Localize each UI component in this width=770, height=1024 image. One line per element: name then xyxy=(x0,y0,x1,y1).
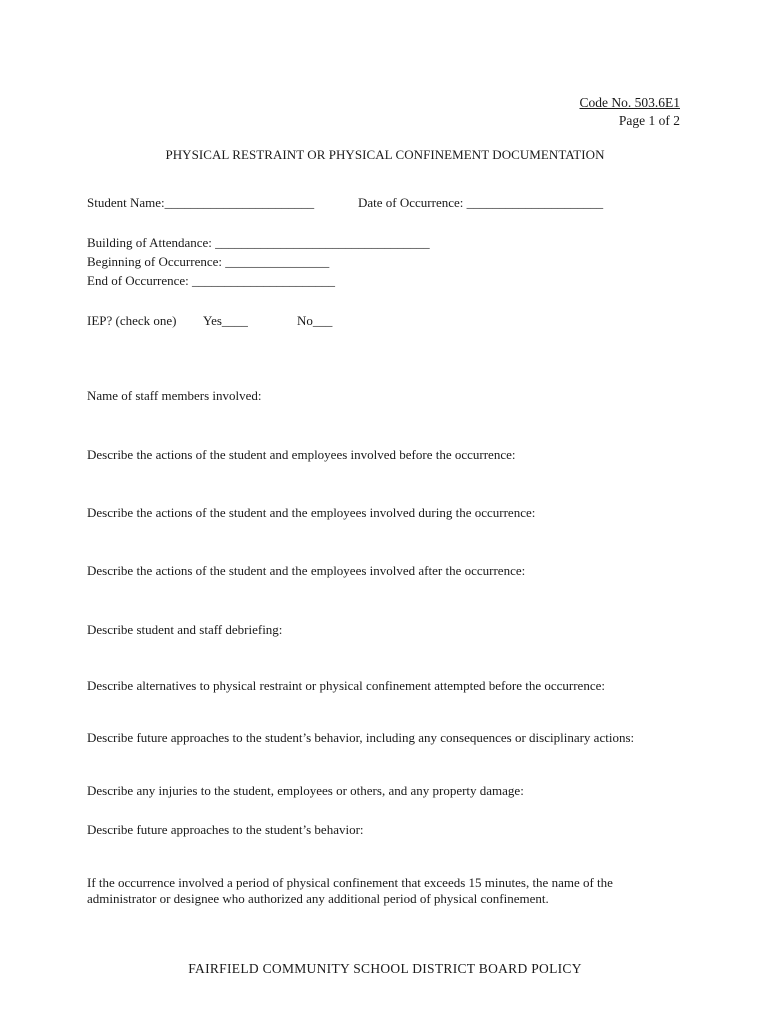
confinement-prompt-line-2: administrator or designee who authorized any additional period of physical confinement. xyxy=(87,891,549,906)
date-of-occurrence-field[interactable]: Date of Occurrence: _____________________ xyxy=(358,195,604,210)
district-footer: FAIRFIELD COMMUNITY SCHOOL DISTRICT BOARD POLICY xyxy=(188,961,582,976)
staff-members-prompt: Name of staff members involved: xyxy=(87,388,262,403)
beginning-of-occurrence-field[interactable]: Beginning of Occurrence: ________________ xyxy=(87,254,330,269)
debriefing-prompt: Describe student and staff debriefing: xyxy=(87,622,283,637)
document-title: PHYSICAL RESTRAINT OR PHYSICAL CONFINEMENT DOCUMENTATION xyxy=(165,147,605,162)
code-number: Code No. 503.6E1 xyxy=(579,95,680,110)
iep-no-option[interactable]: No___ xyxy=(297,313,333,328)
actions-after-prompt: Describe the actions of the student and the employees involved after the occurrence: xyxy=(87,563,526,578)
injuries-prompt: Describe any injuries to the student, employees or others, and any property damage: xyxy=(87,783,524,798)
end-of-occurrence-field[interactable]: End of Occurrence: ______________________ xyxy=(87,273,336,288)
iep-yes-option[interactable]: Yes____ xyxy=(203,313,248,328)
student-name-field[interactable]: Student Name:_______________________ xyxy=(87,195,315,210)
confinement-prompt-line-1: If the occurrence involved a period of physical confinement that exceeds 15 minutes, the name of the xyxy=(87,875,613,890)
actions-before-prompt: Describe the actions of the student and employees involved before the occurrence: xyxy=(87,447,516,462)
building-of-attendance-field[interactable]: Building of Attendance: _________________________________ xyxy=(87,235,430,250)
alternatives-prompt: Describe alternatives to physical restraint or physical confinement attempted before the occurrence: xyxy=(87,678,605,693)
page-number: Page 1 of 2 xyxy=(618,113,680,128)
future-approaches-behavior-prompt: Describe future approaches to the student’s behavior: xyxy=(87,822,364,837)
future-approaches-consequences-prompt: Describe future approaches to the student’s behavior, including any consequences or disciplinary actions: xyxy=(87,730,635,745)
actions-during-prompt: Describe the actions of the student and the employees involved during the occurrence: xyxy=(87,505,536,520)
iep-label: IEP? (check one) xyxy=(87,313,177,328)
